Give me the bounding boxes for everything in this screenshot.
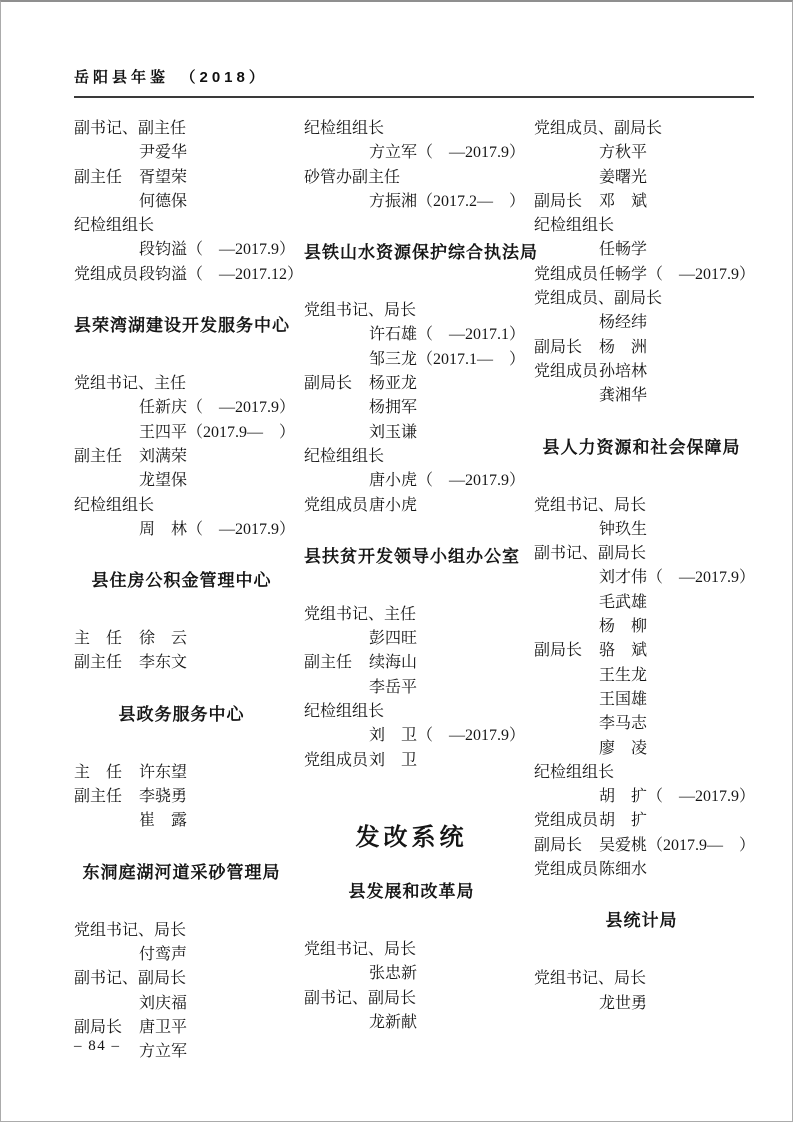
- entry-line: [304, 749, 519, 773]
- entry-line: [534, 141, 749, 165]
- person-name: 邓 斌: [599, 192, 648, 210]
- entry-line: [304, 962, 519, 986]
- person-name: 吴爱桃（2017.9— ）: [599, 836, 756, 854]
- person-name: 龙世勇: [599, 994, 648, 1012]
- person-name: 崔 露: [139, 812, 188, 830]
- position-label: 党组成员: [534, 812, 599, 830]
- position-label: [534, 384, 599, 408]
- position-label: [304, 141, 369, 165]
- person-name: 刘才伟（ —2017.9）: [599, 569, 756, 587]
- entry-line: [534, 384, 749, 408]
- entry-line: [534, 311, 749, 335]
- position-label: [74, 190, 139, 214]
- position-label: [534, 785, 599, 809]
- person-name: 王国雄: [599, 690, 648, 708]
- position-label: [534, 737, 599, 761]
- entry-line: [304, 396, 519, 420]
- position-label: 主 任: [74, 630, 123, 648]
- position-label: [304, 421, 369, 445]
- section-heading: 东洞庭湖河道采砂管理局: [82, 862, 281, 882]
- person-name: 胡 扩（ —2017.9）: [599, 788, 756, 806]
- position-label: 副局长: [534, 642, 583, 660]
- content-columns: [74, 117, 754, 1064]
- entry-line: [304, 323, 526, 347]
- person-name: 刘庆福: [139, 994, 188, 1012]
- position-label: 纪检组组长: [534, 763, 615, 781]
- position-label: [534, 141, 599, 165]
- person-name: 唐小虎: [369, 496, 418, 514]
- entry-line: [534, 761, 749, 785]
- person-name: 刘玉谦: [369, 423, 418, 441]
- position-label: 党组书记、局长: [304, 302, 417, 320]
- person-name: 何德保: [139, 192, 188, 210]
- position-label: [74, 421, 139, 445]
- entry-line: [304, 700, 519, 724]
- position-label: 纪检组组长: [304, 447, 385, 465]
- position-label: [74, 141, 139, 165]
- position-label: 副书记、副局长: [534, 545, 647, 563]
- entry-line: [304, 494, 519, 518]
- entry-line: [304, 987, 519, 1011]
- position-label: [304, 396, 369, 420]
- position-label: 纪检组组长: [304, 120, 385, 137]
- person-name: 龙望保: [139, 472, 188, 490]
- person-name: 任畅学（ —2017.9）: [599, 265, 756, 283]
- entry-line: [74, 809, 289, 833]
- section-heading: 县扶贫开发领导小组办公室: [304, 546, 520, 566]
- position-label: [534, 688, 599, 712]
- position-label: 党组成员: [304, 751, 369, 769]
- entry-line: [534, 117, 749, 141]
- entry-line: [534, 214, 749, 238]
- entry-line: [74, 396, 296, 420]
- position-label: [74, 396, 139, 420]
- position-label: [534, 615, 599, 639]
- entry-line: [534, 809, 749, 833]
- position-label: 副局长: [534, 192, 583, 210]
- position-label: [304, 1011, 369, 1035]
- entry-line: [74, 518, 296, 542]
- section-heading: 县发展和改革局: [348, 881, 475, 901]
- entry-line: [304, 469, 526, 493]
- entry-line: [304, 141, 526, 165]
- entry-line: [534, 360, 749, 384]
- entry-line: [304, 348, 526, 372]
- entry-line: [74, 117, 289, 141]
- person-name: 刘 卫（ —2017.9）: [369, 727, 526, 745]
- entry-line: [304, 372, 519, 396]
- entry-line: [304, 938, 519, 962]
- entry-line: [74, 919, 289, 943]
- position-label: 党组成员、副局长: [534, 120, 663, 137]
- entry-line: [74, 967, 289, 991]
- entry-line: [74, 445, 289, 469]
- person-name: 杨 洲: [599, 338, 648, 356]
- position-label: [304, 627, 369, 651]
- position-label: 纪检组组长: [74, 496, 155, 514]
- entry-line: [304, 651, 519, 675]
- person-name: 陈细水: [599, 861, 648, 879]
- position-label: [304, 962, 369, 986]
- position-label: [534, 992, 599, 1016]
- section-heading: 县住房公积金管理中心: [91, 571, 272, 591]
- entry-line: [74, 627, 289, 651]
- person-name: 李东文: [139, 654, 188, 672]
- person-name: 刘 卫: [369, 751, 418, 769]
- position-label: 副局长: [534, 338, 583, 356]
- person-name: 骆 斌: [599, 642, 648, 660]
- person-name: 李骁勇: [139, 788, 188, 806]
- position-label: 纪检组组长: [304, 703, 385, 721]
- person-name: 胡 扩: [599, 812, 648, 830]
- position-label: 党组书记、局长: [304, 940, 417, 958]
- position-label: [74, 518, 139, 542]
- position-label: 副主任: [74, 447, 123, 465]
- position-label: 党组书记、局长: [534, 496, 647, 514]
- person-name: 唐卫平: [139, 1018, 188, 1036]
- person-name: 张忠新: [369, 965, 418, 983]
- entry-line: [304, 421, 519, 445]
- position-label: 副主任: [304, 654, 353, 672]
- position-label: [304, 190, 369, 214]
- person-name: 杨 柳: [599, 618, 648, 636]
- entry-line: [74, 214, 289, 238]
- person-name: 王生龙: [599, 666, 648, 684]
- entry-line: [74, 1016, 289, 1040]
- position-label: [534, 712, 599, 736]
- entry-line: [534, 542, 749, 566]
- position-label: [534, 518, 599, 542]
- entry-line: [534, 785, 756, 809]
- position-label: [304, 323, 369, 347]
- position-label: 副局长: [534, 836, 583, 854]
- position-label: 副主任: [74, 168, 123, 186]
- person-name: 龙新献: [369, 1013, 418, 1031]
- entry-line: [304, 1011, 519, 1035]
- person-name: 孙培林: [599, 362, 648, 380]
- person-name: 许东望: [139, 763, 188, 781]
- section-heading: 县政务服务中心: [118, 704, 245, 724]
- column-3: [534, 117, 756, 1016]
- person-name: 胥望荣: [139, 168, 188, 186]
- position-label: 党组成员: [534, 362, 599, 380]
- entry-line: [534, 737, 749, 761]
- entry-line: [534, 834, 756, 858]
- position-label: 副局长: [304, 375, 353, 393]
- position-label: 党组书记、主任: [74, 375, 187, 393]
- person-name: 彭四旺: [369, 630, 418, 648]
- person-name: 许石雄（ —2017.1）: [369, 326, 526, 344]
- entry-line: [534, 858, 749, 882]
- entry-line: [304, 724, 526, 748]
- position-label: 党组书记、局长: [74, 921, 187, 939]
- person-name: 徐 云: [139, 630, 188, 648]
- entry-line: [304, 627, 519, 651]
- page-header-title: 岳阳县年鉴 （2018）: [74, 69, 268, 86]
- position-label: 党组成员: [534, 861, 599, 879]
- page-number: – 84 –: [74, 1038, 121, 1054]
- position-label: [534, 311, 599, 335]
- person-name: 方秋平: [599, 144, 648, 162]
- person-name: 方立军（ —2017.9）: [369, 144, 526, 162]
- entry-line: [74, 421, 296, 445]
- position-label: 纪检组组长: [534, 217, 615, 235]
- entry-line: [74, 372, 289, 396]
- person-name: 毛武雄: [599, 593, 648, 611]
- position-label: [74, 943, 139, 967]
- position-label: 副书记、副局长: [304, 989, 417, 1007]
- entry-line: [74, 943, 289, 967]
- position-label: 党组书记、局长: [534, 970, 647, 988]
- position-label: [534, 591, 599, 615]
- person-name: 邹三龙（2017.1— ）: [369, 350, 526, 368]
- position-label: [304, 348, 369, 372]
- person-name: 续海山: [369, 654, 418, 672]
- entry-line: [534, 190, 749, 214]
- position-label: [304, 469, 369, 493]
- position-label: [304, 724, 369, 748]
- page-header: [74, 66, 754, 98]
- person-name: 方立军: [139, 1043, 188, 1061]
- position-label: [534, 566, 599, 590]
- position-label: [534, 664, 599, 688]
- entry-line: [534, 992, 749, 1016]
- entry-line: [74, 761, 289, 785]
- person-name: 任畅学: [599, 241, 648, 259]
- person-name: 刘满荣: [139, 447, 188, 465]
- position-label: 党组成员: [74, 265, 139, 283]
- person-name: 尹爱华: [139, 144, 188, 162]
- position-label: [74, 809, 139, 833]
- person-name: 王四平（2017.9— ）: [139, 423, 296, 441]
- entry-line: [74, 166, 289, 190]
- entry-line: [304, 190, 526, 214]
- position-label: [534, 238, 599, 262]
- person-name: 段钧溢（ —2017.12）: [139, 265, 304, 283]
- entry-line: [534, 263, 756, 287]
- entry-line: [534, 238, 749, 262]
- entry-line: [304, 117, 519, 141]
- position-label: 副主任: [74, 788, 123, 806]
- entry-line: [304, 676, 519, 700]
- person-name: 周 林（ —2017.9）: [139, 520, 296, 538]
- position-label: 主 任: [74, 763, 123, 781]
- group-heading: 发改系统: [355, 824, 468, 851]
- entry-line: [74, 494, 289, 518]
- position-label: [304, 676, 369, 700]
- entry-line: [74, 141, 289, 165]
- entry-line: [534, 494, 749, 518]
- person-name: 李岳平: [369, 678, 418, 696]
- entry-line: [534, 967, 749, 991]
- person-name: 李马志: [599, 715, 648, 733]
- entry-line: [304, 445, 519, 469]
- position-label: 副书记、副主任: [74, 120, 187, 137]
- entry-line: [534, 287, 749, 311]
- section-heading: 县人力资源和社会保障局: [542, 437, 741, 457]
- entry-line: [74, 190, 289, 214]
- person-name: 杨经纬: [599, 314, 648, 332]
- person-name: 龚湘华: [599, 387, 648, 405]
- position-label: [74, 992, 139, 1016]
- person-name: 付鸾声: [139, 945, 188, 963]
- entry-line: [534, 615, 749, 639]
- entry-line: [74, 263, 304, 287]
- position-label: 副主任: [74, 654, 123, 672]
- position-label: 纪检组组长: [74, 217, 155, 235]
- entry-line: [534, 166, 749, 190]
- person-name: 姜曙光: [599, 168, 648, 186]
- person-name: 廖 凌: [599, 739, 648, 757]
- position-label: 党组书记、主任: [304, 605, 417, 623]
- position-label: 党组成员、副局长: [534, 290, 663, 308]
- entry-line: [74, 785, 289, 809]
- entry-line: [74, 238, 296, 262]
- person-name: 段钧溢（ —2017.9）: [139, 241, 296, 259]
- section-heading: 县荣湾湖建设开发服务中心: [74, 316, 290, 336]
- entry-line: [74, 992, 289, 1016]
- section-heading: 县统计局: [605, 911, 678, 931]
- position-label: 副书记、副局长: [74, 970, 187, 988]
- header-rule: [74, 96, 754, 98]
- entry-line: [534, 518, 749, 542]
- entry-line: [534, 664, 749, 688]
- person-name: 杨亚龙: [369, 375, 418, 393]
- position-label: 砂管办副主任: [304, 168, 401, 186]
- position-label: 党组成员: [534, 265, 599, 283]
- entry-line: [304, 299, 519, 323]
- entry-line: [534, 688, 749, 712]
- person-name: 杨拥军: [369, 399, 418, 417]
- column-2: [304, 117, 538, 1035]
- entry-line: [74, 651, 289, 675]
- entry-line: [534, 566, 756, 590]
- entry-line: [534, 336, 749, 360]
- person-name: 唐小虎（ —2017.9）: [369, 472, 526, 490]
- entry-line: [534, 712, 749, 736]
- position-label: 党组成员: [304, 496, 369, 514]
- position-label: [74, 238, 139, 262]
- person-name: 任新庆（ —2017.9）: [139, 399, 296, 417]
- position-label: [534, 166, 599, 190]
- entry-line: [74, 469, 289, 493]
- person-name: 钟玖生: [599, 520, 648, 538]
- entry-line: [304, 603, 519, 627]
- entry-line: [304, 166, 519, 190]
- section-heading: 县铁山水资源保护综合执法局: [304, 243, 538, 263]
- entry-line: [534, 591, 749, 615]
- position-label: [74, 469, 139, 493]
- column-1: [74, 117, 304, 1064]
- position-label: 副局长: [74, 1018, 123, 1036]
- entry-line: [534, 639, 749, 663]
- person-name: 方振湘（2017.2— ）: [369, 192, 526, 210]
